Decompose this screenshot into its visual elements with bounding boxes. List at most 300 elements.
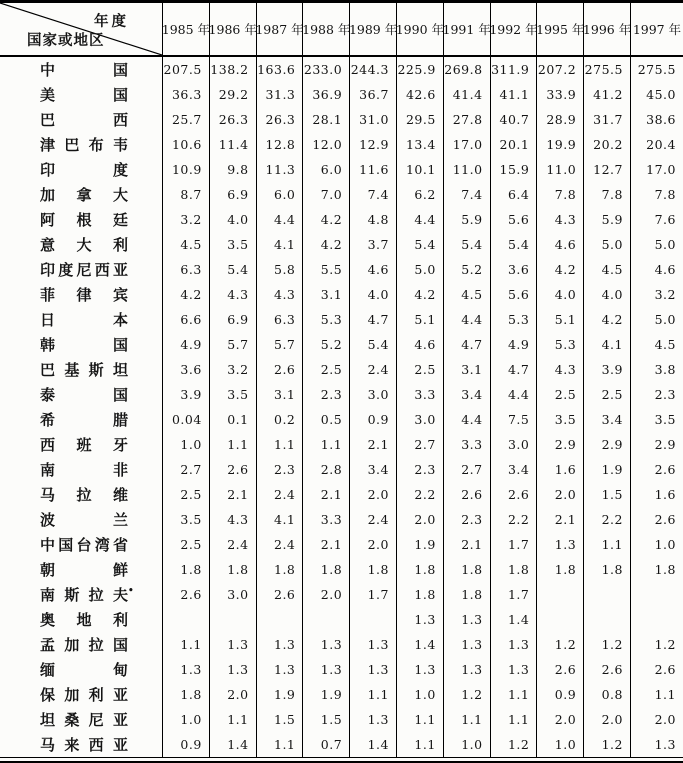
value-cell: 1.9: [256, 682, 303, 707]
value-cell: 1.8: [396, 582, 443, 607]
table-row: [0, 107, 683, 132]
value-cell: 275.5: [583, 57, 630, 82]
value-cell: 1.2: [490, 732, 537, 757]
value-cell: 33.9: [536, 82, 583, 107]
value-cell: [630, 582, 683, 607]
value-cell: 2.3: [443, 507, 490, 532]
value-cell: 1.0: [162, 432, 209, 457]
value-cell: 36.3: [162, 82, 209, 107]
value-cell: 10.1: [396, 157, 443, 182]
value-cell: 4.7: [443, 332, 490, 357]
value-cell: 3.5: [209, 232, 256, 257]
value-cell: 2.0: [583, 707, 630, 732]
value-cell: 1.8: [630, 557, 683, 582]
country-name: 坦桑尼亚: [40, 711, 128, 729]
value-cell: 5.3: [536, 332, 583, 357]
value-cell: 27.8: [443, 107, 490, 132]
value-cell: 5.3: [490, 307, 537, 332]
value-cell: 1.3: [209, 657, 256, 682]
value-cell: 11.3: [256, 157, 303, 182]
country-name-cell: [0, 232, 162, 257]
country-name: 巴西: [40, 111, 128, 129]
value-cell: [209, 607, 256, 632]
value-cell: 1.3: [396, 657, 443, 682]
value-cell: 31.0: [349, 107, 396, 132]
value-cell: 40.7: [490, 107, 537, 132]
value-cell: 138.2: [209, 57, 256, 82]
value-cell: 2.0: [209, 682, 256, 707]
value-cell: 2.6: [630, 657, 683, 682]
value-cell: 4.3: [209, 507, 256, 532]
value-cell: [349, 607, 396, 632]
value-cell: 3.0: [490, 432, 537, 457]
value-cell: 244.3: [349, 57, 396, 82]
value-cell: 4.8: [349, 207, 396, 232]
value-cell: 10.6: [162, 132, 209, 157]
value-cell: 2.1: [536, 507, 583, 532]
value-cell: 3.5: [162, 507, 209, 532]
value-cell: 1.0: [162, 707, 209, 732]
value-cell: 1.3: [630, 732, 683, 757]
value-cell: 13.4: [396, 132, 443, 157]
country-name: 孟加拉国: [40, 636, 128, 654]
value-cell: 233.0: [302, 57, 349, 82]
value-cell: 6.0: [302, 157, 349, 182]
value-cell: 311.9: [490, 57, 537, 82]
country-name: 缅甸: [40, 661, 128, 679]
value-cell: 0.04: [162, 407, 209, 432]
value-cell: 1.7: [349, 582, 396, 607]
value-cell: 207.5: [162, 57, 209, 82]
value-cell: 2.2: [583, 507, 630, 532]
value-cell: 4.0: [583, 282, 630, 307]
value-cell: 26.3: [209, 107, 256, 132]
value-cell: 2.7: [162, 457, 209, 482]
value-cell: 1.1: [443, 707, 490, 732]
value-cell: 2.7: [443, 457, 490, 482]
value-cell: 1.6: [536, 457, 583, 482]
value-cell: 4.2: [162, 282, 209, 307]
column-header: 1996 年: [583, 3, 630, 55]
value-cell: 4.5: [162, 232, 209, 257]
value-cell: 36.9: [302, 82, 349, 107]
value-cell: 5.4: [490, 232, 537, 257]
value-cell: 4.3: [209, 282, 256, 307]
value-cell: 4.6: [536, 232, 583, 257]
column-header: 1988 年: [302, 3, 349, 55]
value-cell: 1.8: [162, 557, 209, 582]
value-cell: 2.4: [349, 357, 396, 382]
value-cell: 1.8: [443, 557, 490, 582]
value-cell: 1.0: [630, 532, 683, 557]
value-cell: 4.3: [256, 282, 303, 307]
value-cell: 4.2: [396, 282, 443, 307]
value-cell: 5.2: [302, 332, 349, 357]
value-cell: 2.4: [209, 532, 256, 557]
country-name: 巴基斯坦: [40, 361, 128, 379]
value-cell: 1.5: [302, 707, 349, 732]
table-row: [0, 707, 683, 732]
table-row: [0, 357, 683, 382]
value-cell: 3.6: [162, 357, 209, 382]
value-cell: 3.4: [490, 457, 537, 482]
value-cell: 2.6: [209, 457, 256, 482]
country-name-cell: [0, 632, 162, 657]
value-cell: 2.0: [536, 482, 583, 507]
value-cell: 3.2: [209, 357, 256, 382]
value-cell: 36.7: [349, 82, 396, 107]
value-cell: 5.1: [536, 307, 583, 332]
country-name: 中国台湾省: [40, 536, 128, 554]
country-name-cell: [0, 57, 162, 82]
value-cell: 207.2: [536, 57, 583, 82]
value-cell: 2.6: [536, 657, 583, 682]
value-cell: 4.7: [490, 357, 537, 382]
value-cell: 5.0: [630, 307, 683, 332]
value-cell: 3.0: [209, 582, 256, 607]
value-cell: 2.0: [349, 532, 396, 557]
value-cell: 10.9: [162, 157, 209, 182]
table-row: [0, 582, 683, 607]
table-row: [0, 182, 683, 207]
country-name-cell: [0, 82, 162, 107]
country-name: 西班牙: [40, 436, 128, 454]
table-row: [0, 482, 683, 507]
value-cell: [256, 607, 303, 632]
value-cell: 3.1: [443, 357, 490, 382]
table-row: [0, 257, 683, 282]
table-row: [0, 307, 683, 332]
value-cell: 3.9: [583, 357, 630, 382]
country-name-cell: [0, 507, 162, 532]
value-cell: 1.1: [349, 682, 396, 707]
table-row: [0, 157, 683, 182]
country-name-cell: [0, 707, 162, 732]
value-cell: 1.3: [490, 657, 537, 682]
table-row: [0, 507, 683, 532]
value-cell: 7.0: [302, 182, 349, 207]
value-cell: 3.4: [349, 457, 396, 482]
value-cell: 1.2: [536, 632, 583, 657]
value-cell: 1.8: [302, 557, 349, 582]
value-cell: 2.6: [256, 582, 303, 607]
value-cell: 1.0: [396, 682, 443, 707]
value-cell: 1.7: [490, 582, 537, 607]
value-cell: 1.3: [209, 632, 256, 657]
value-cell: 2.0: [536, 707, 583, 732]
value-cell: 4.0: [209, 207, 256, 232]
value-cell: 3.1: [302, 282, 349, 307]
country-name-cell: [0, 332, 162, 357]
value-cell: 2.3: [302, 382, 349, 407]
value-cell: 1.2: [443, 682, 490, 707]
value-cell: 5.0: [396, 257, 443, 282]
column-header: 1989 年: [349, 3, 396, 55]
value-cell: 3.8: [630, 357, 683, 382]
value-cell: 5.0: [630, 232, 683, 257]
value-cell: 4.1: [256, 507, 303, 532]
value-cell: 2.6: [630, 507, 683, 532]
value-cell: 4.4: [396, 207, 443, 232]
value-cell: 3.2: [630, 282, 683, 307]
value-cell: 1.9: [302, 682, 349, 707]
value-cell: 2.3: [630, 382, 683, 407]
value-cell: 1.3: [490, 632, 537, 657]
corner-label-region: 国家或地区: [27, 32, 105, 49]
value-cell: 1.3: [302, 632, 349, 657]
value-cell: 1.4: [209, 732, 256, 757]
value-cell: 3.4: [443, 382, 490, 407]
country-name-cell: [0, 282, 162, 307]
value-cell: 1.1: [583, 532, 630, 557]
table-row: [0, 432, 683, 457]
value-cell: 1.9: [396, 532, 443, 557]
column-header: 1991 年: [443, 3, 490, 55]
country-name: 朝鲜: [40, 561, 128, 579]
value-cell: 4.3: [536, 207, 583, 232]
country-name-cell: [0, 207, 162, 232]
value-cell: 5.9: [583, 207, 630, 232]
value-cell: 1.8: [256, 557, 303, 582]
value-cell: 7.5: [490, 407, 537, 432]
value-cell: 1.1: [256, 432, 303, 457]
value-cell: 0.9: [536, 682, 583, 707]
value-cell: 12.8: [256, 132, 303, 157]
table-body: [0, 57, 683, 757]
country-name-cell: [0, 607, 162, 632]
value-cell: 1.3: [396, 607, 443, 632]
value-cell: 1.3: [443, 632, 490, 657]
value-cell: 2.3: [396, 457, 443, 482]
value-cell: 2.6: [630, 457, 683, 482]
value-cell: 4.3: [536, 357, 583, 382]
value-cell: 41.4: [443, 82, 490, 107]
value-cell: 0.9: [162, 732, 209, 757]
table-row: [0, 607, 683, 632]
value-cell: 3.0: [349, 382, 396, 407]
value-cell: 1.8: [209, 557, 256, 582]
value-cell: 5.3: [302, 307, 349, 332]
value-cell: 7.8: [536, 182, 583, 207]
value-cell: 1.3: [443, 657, 490, 682]
value-cell: 1.2: [630, 632, 683, 657]
value-cell: 269.8: [443, 57, 490, 82]
value-cell: 3.3: [302, 507, 349, 532]
value-cell: 3.1: [256, 382, 303, 407]
country-name-cell: [0, 532, 162, 557]
value-cell: 2.2: [490, 507, 537, 532]
value-cell: 6.9: [209, 307, 256, 332]
value-cell: 2.5: [583, 382, 630, 407]
table-row: [0, 82, 683, 107]
value-cell: 1.0: [536, 732, 583, 757]
country-name: 韩国: [40, 336, 128, 354]
value-cell: 4.4: [443, 307, 490, 332]
value-cell: 1.1: [209, 432, 256, 457]
country-name: 奥地利: [40, 611, 128, 629]
value-cell: 1.3: [162, 657, 209, 682]
value-cell: 42.6: [396, 82, 443, 107]
value-cell: 5.7: [209, 332, 256, 357]
value-cell: 5.4: [443, 232, 490, 257]
country-name: 津巴布韦: [40, 136, 128, 154]
column-header: 1995 年: [536, 3, 583, 55]
value-cell: 1.3: [349, 657, 396, 682]
footnote-mark: •: [128, 586, 134, 596]
corner-cell: [0, 3, 162, 55]
country-name-cell: [0, 157, 162, 182]
value-cell: 20.4: [630, 132, 683, 157]
value-cell: 31.3: [256, 82, 303, 107]
value-cell: [630, 607, 683, 632]
country-name: 希腊: [40, 411, 128, 429]
value-cell: 29.5: [396, 107, 443, 132]
value-cell: 2.5: [536, 382, 583, 407]
column-header: 1985 年: [162, 3, 209, 55]
country-name: 马拉维: [40, 486, 128, 504]
value-cell: 4.0: [349, 282, 396, 307]
value-cell: 1.1: [256, 732, 303, 757]
country-name: 加拿大: [40, 186, 128, 204]
value-cell: 1.1: [490, 707, 537, 732]
value-cell: 0.1: [209, 407, 256, 432]
country-name-cell: [0, 682, 162, 707]
value-cell: 17.0: [443, 132, 490, 157]
country-name: 南斯拉夫: [40, 586, 128, 604]
value-cell: 6.0: [256, 182, 303, 207]
value-cell: 5.7: [256, 332, 303, 357]
value-cell: 1.7: [490, 532, 537, 557]
value-cell: 6.6: [162, 307, 209, 332]
country-name: 印度尼西亚: [40, 261, 128, 279]
table-row: [0, 407, 683, 432]
value-cell: 25.7: [162, 107, 209, 132]
country-name-cell: [0, 382, 162, 407]
country-name-cell: [0, 657, 162, 682]
country-name-cell: [0, 732, 162, 757]
value-cell: [583, 607, 630, 632]
bottom-rule: [0, 757, 683, 763]
value-cell: 7.8: [583, 182, 630, 207]
value-cell: 225.9: [396, 57, 443, 82]
value-cell: 1.5: [583, 482, 630, 507]
value-cell: 1.3: [349, 632, 396, 657]
value-cell: 0.7: [302, 732, 349, 757]
value-cell: 2.5: [396, 357, 443, 382]
table-row: [0, 207, 683, 232]
value-cell: 1.8: [536, 557, 583, 582]
value-cell: 1.5: [256, 707, 303, 732]
country-name: 中国: [40, 61, 128, 79]
value-cell: 4.1: [256, 232, 303, 257]
value-cell: 163.6: [256, 57, 303, 82]
value-cell: 2.9: [536, 432, 583, 457]
value-cell: 7.6: [630, 207, 683, 232]
table-row: [0, 732, 683, 757]
country-name: 南非: [40, 461, 128, 479]
value-cell: 5.4: [209, 257, 256, 282]
value-cell: 3.7: [349, 232, 396, 257]
table-row: [0, 457, 683, 482]
value-cell: 4.4: [443, 407, 490, 432]
value-cell: 26.3: [256, 107, 303, 132]
value-cell: 2.5: [162, 532, 209, 557]
value-cell: 5.6: [490, 282, 537, 307]
corner-label-year: 年度: [94, 13, 129, 30]
value-cell: 2.5: [302, 357, 349, 382]
value-cell: 5.5: [302, 257, 349, 282]
column-header: 1986 年: [209, 3, 256, 55]
value-cell: 2.7: [396, 432, 443, 457]
value-cell: 2.8: [302, 457, 349, 482]
value-cell: 5.8: [256, 257, 303, 282]
value-cell: 6.9: [209, 182, 256, 207]
country-name: 美国: [40, 86, 128, 104]
table-header-row: [0, 3, 683, 57]
country-name: 泰国: [40, 386, 128, 404]
country-name: 日本: [40, 311, 128, 329]
value-cell: 1.3: [443, 607, 490, 632]
value-cell: [536, 607, 583, 632]
value-cell: 4.6: [630, 257, 683, 282]
value-cell: 9.8: [209, 157, 256, 182]
value-cell: 2.0: [396, 507, 443, 532]
country-name-cell: [0, 107, 162, 132]
value-cell: 2.9: [583, 432, 630, 457]
column-header: 1987 年: [256, 3, 303, 55]
value-cell: 2.6: [443, 482, 490, 507]
table-row: [0, 332, 683, 357]
value-cell: 38.6: [630, 107, 683, 132]
country-name-cell: [0, 257, 162, 282]
value-cell: 1.1: [302, 432, 349, 457]
value-cell: 5.9: [443, 207, 490, 232]
value-cell: 4.2: [583, 307, 630, 332]
value-cell: 5.4: [349, 332, 396, 357]
value-cell: 1.8: [490, 557, 537, 582]
value-cell: 1.1: [396, 707, 443, 732]
value-cell: 1.8: [583, 557, 630, 582]
value-cell: [536, 582, 583, 607]
value-cell: 15.9: [490, 157, 537, 182]
value-cell: 2.6: [162, 582, 209, 607]
value-cell: 12.0: [302, 132, 349, 157]
value-cell: 2.6: [583, 657, 630, 682]
value-cell: 20.2: [583, 132, 630, 157]
value-cell: 1.1: [162, 632, 209, 657]
value-cell: 45.0: [630, 82, 683, 107]
table-row: [0, 57, 683, 82]
value-cell: 1.0: [443, 732, 490, 757]
country-name-cell: [0, 132, 162, 157]
value-cell: 7.4: [443, 182, 490, 207]
value-cell: 4.9: [162, 332, 209, 357]
country-name: 波兰: [40, 511, 128, 529]
table-row: [0, 682, 683, 707]
value-cell: 11.6: [349, 157, 396, 182]
value-cell: 1.6: [630, 482, 683, 507]
value-cell: 0.9: [349, 407, 396, 432]
value-cell: 2.3: [256, 457, 303, 482]
value-cell: 5.2: [443, 257, 490, 282]
value-cell: 5.6: [490, 207, 537, 232]
value-cell: 1.8: [349, 557, 396, 582]
country-name: 菲律宾: [40, 286, 128, 304]
value-cell: 28.1: [302, 107, 349, 132]
value-cell: 7.4: [349, 182, 396, 207]
table-row: [0, 282, 683, 307]
value-cell: 31.7: [583, 107, 630, 132]
